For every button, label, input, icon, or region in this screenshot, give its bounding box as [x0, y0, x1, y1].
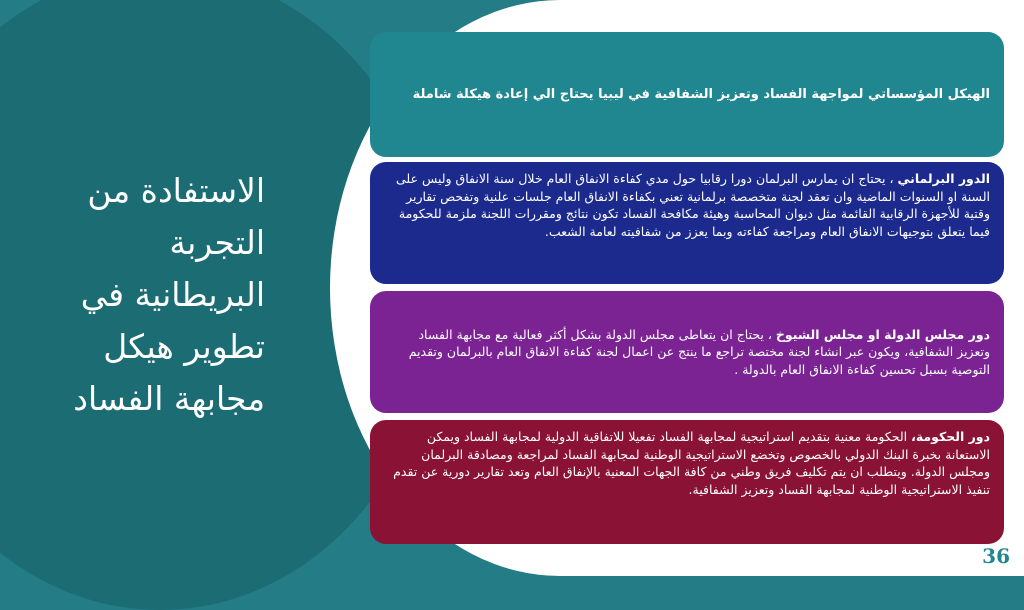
council-heading: دور مجلس الدولة او مجلس الشيوخ: [775, 326, 990, 342]
government-box: [370, 420, 1004, 544]
parliament-heading: الدور البرلماني: [897, 171, 990, 186]
government-text: الحكومة معنية بتقديم استراتيجية لمجابهة الفساد تفعيلا للاتفاقية الدولية لمجابهة الفساد ويمكن الاستعانة بخبرة البنك الدولي بالخصوص وتخضع الاستراتيجية الوطنية لمجابهة الفساد لمراجعة ومصادقة البرلمان ومجلس الدولة. ويتطلب ان يتم تكليف فريق وطني من كافة الجهات المعنية بالإنفاق العام وتعد تقارير دورية عن تقدم تنفيذ الاستراتيجية الوطنية لمجابهة الفساد وتعزيز الشفافية.: [393, 429, 990, 497]
page-number: 36: [982, 544, 1010, 568]
intro-box: [370, 32, 1004, 157]
government-heading: دور الحكومة،: [911, 429, 990, 444]
parliament-text: ، يحتاج ان يمارس البرلمان دورا رقابيا حول مدي كفاءة الانفاق العام خلال سنة الانفاق وليس على السنة او السنوات الماضية وان تعقد لجنة متخصصة برلمانية تعني بكفاءة الانفاق العام جلسات علنية وتفحص تقارير وقتية للأجهزة الرقابية القائمة مثل ديوان المحاسبة وهيئة مكافحة الفساد تكون نتائج ومقررات اللجنة ملزمة للحكومة فيما يتعلق بتوجيهات الانفاق العام ومراجعة كفاءته وبما يعزز من شفافيته لعامة الشعب.: [396, 171, 990, 239]
parliament-box: [370, 162, 1004, 284]
council-box: [370, 291, 1004, 413]
council-text: ، يحتاج ان يتعاطى مجلس الدولة بشكل أكثر فعالية مع مجابهة الفساد وتعزيز الشفافية، ويكون عبر انشاء لجنة مختصة تراجع ما ينتج عن اعمال لجنة كفاءة الانفاق العام بالبرلمان وتقديم التوصية بسبل تحسين كفاءة الانفاق العام بالدولة .: [408, 326, 990, 377]
intro-text: الهيكل المؤسساتي لمواجهة الفساد وتعزيز الشفافية في ليبيا يحتاج الي إعادة هيكلة شاملة: [412, 86, 990, 102]
slide-title: الاستفادة من التجربة البريطانية في تطوير هيكل مجابهة الفساد: [73, 171, 265, 418]
